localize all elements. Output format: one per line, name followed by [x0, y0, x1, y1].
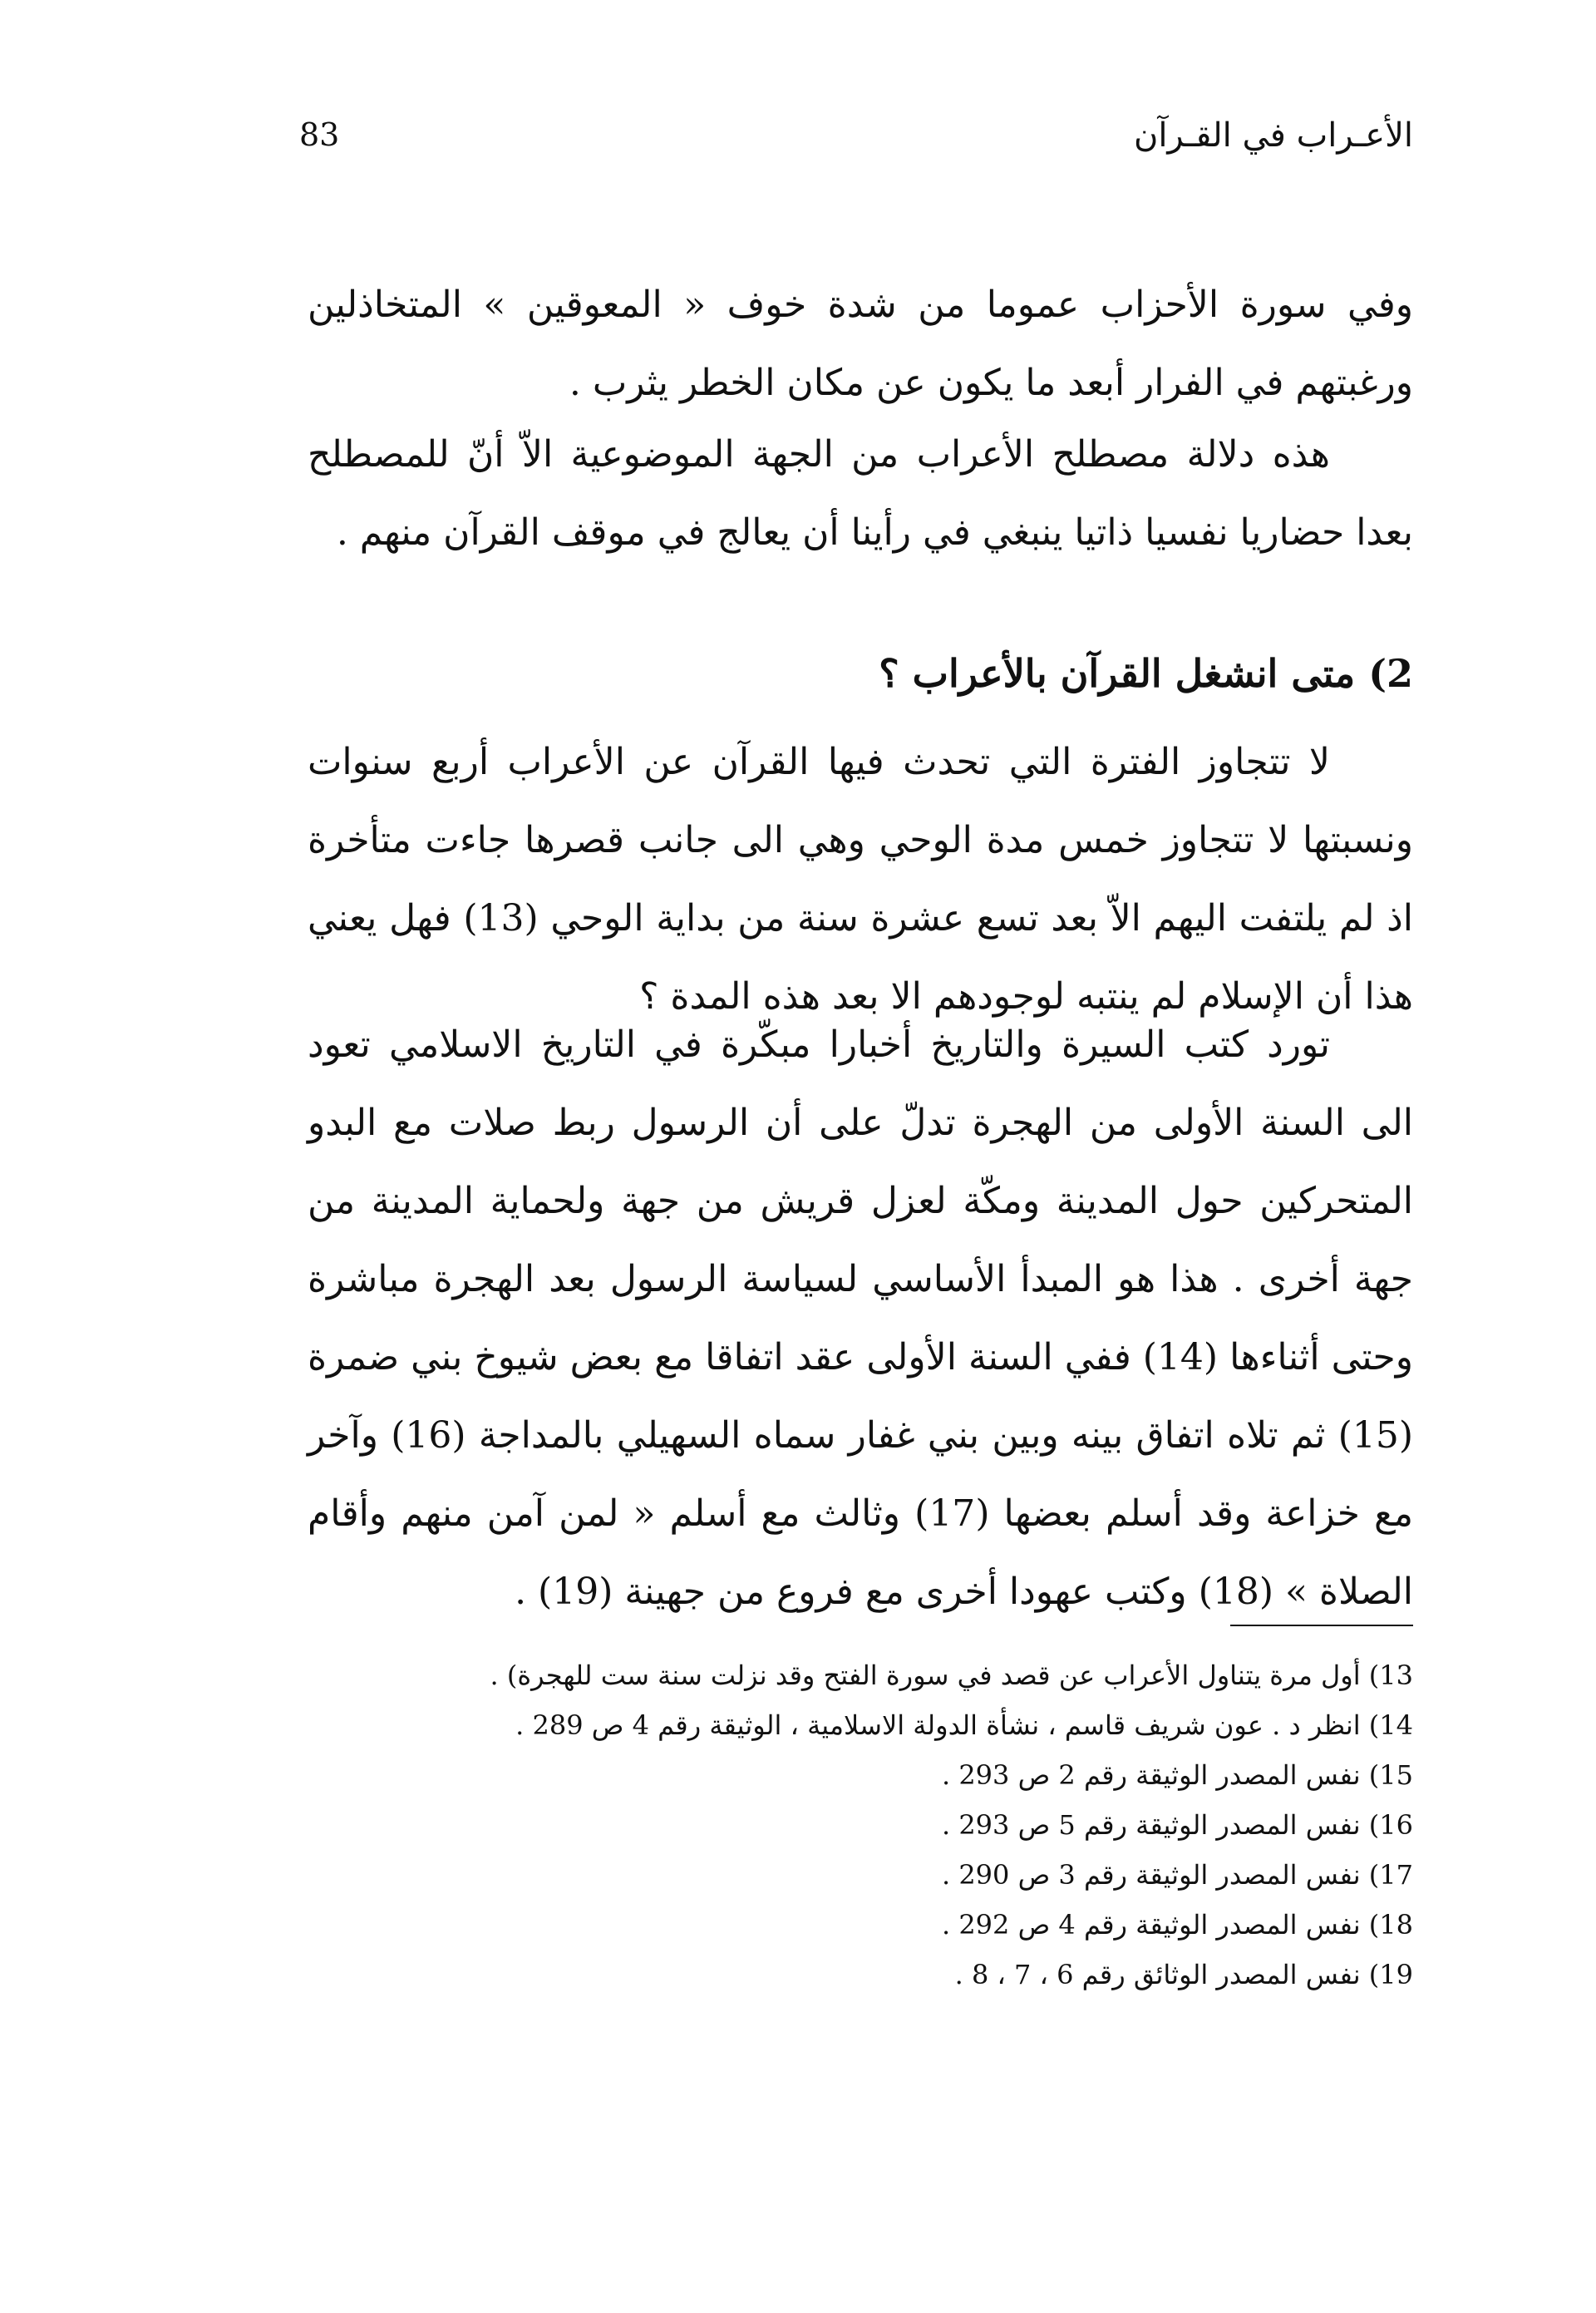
footnote-item: 18) نفس المصدر الوثيقة رقم 4 ص 292 .: [941, 1909, 1413, 1941]
paragraph-period: لا تتجاوز الفترة التي تحدث فيها القرآن عن الأعراب أربع سنوات ونسبتها لا تتجاوز خمس مدة الوحي وهي الى جانب قصرها جاءت متأخرة اذ لم يلتفت اليهم الاّ بعد تسع عشرة سنة من بداية الوحي (13) فهل يعني هذا أن الإسلام لم ينتبه لوجودهم الا بعد هذه المدة ؟: [308, 741, 1413, 1018]
section-heading: 2) متى انشغل القرآن بالأعراب ؟: [879, 651, 1413, 696]
paragraph-block: [308, 416, 1413, 572]
running-title: الأعـراب في القـرآن: [1133, 116, 1413, 155]
paragraph-history: تورد كتب السيرة والتاريخ أخبارا مبكّرة في التاريخ الاسلامي تعود الى السنة الأولى من الهجرة تدلّ على أن الرسول ربط صلات مع البدو المتحركين حول المدينة ومكّة لعزل قريش من جهة ولحماية المدينة من جهة أخرى . هذا هو المبدأ الأساسي لسياسة الرسول بعد الهجرة مباشرة وحتى أثناءها (14) ففي السنة الأولى عقد اتفاقا مع بعض شيوخ بني ضمرة (15) ثم تلاه اتفاق بينه وبين بني غفار سماه السهيلي بالمداجة (16) وآخر مع خزاعة وقد أسلم بعضها (17) وثالث مع أسلم « لمن آمن منهم وأقام الصلاة » (18) وكتب عهودا أخرى مع فروع من جهينة (19) .: [308, 1023, 1414, 1613]
footnote-item: 16) نفس المصدر الوثيقة رقم 5 ص 293 .: [941, 1809, 1413, 1841]
footnotes: [308, 1650, 1413, 2000]
footnote-item: 13) أول مرة يتناول الأعراب عن قصد في سورة الفتح وقد نزلت سنة ست للهجرة) .: [490, 1660, 1413, 1691]
footnote-item: 19) نفس المصدر الوثائق رقم 6 ، 7 ، 8 .: [954, 1959, 1413, 1990]
page-header: [299, 116, 1413, 175]
page-number: 83: [299, 116, 340, 153]
footnote-separator: [1230, 1625, 1413, 1626]
footnote-item: 15) نفس المصدر الوثيقة رقم 2 ص 293 .: [941, 1759, 1413, 1791]
footnote-item: 17) نفس المصدر الوثيقة رقم 3 ص 290 .: [941, 1859, 1413, 1891]
paragraph-ahzab: وفي سورة الأحزاب عموما من شدة خوف « المعوقين » المتخاذلين ورغبتهم في الفرار أبعد ما يكون عن مكان الخطر يثرب .: [308, 284, 1413, 404]
paragraph-block: [308, 266, 1413, 422]
footnote-item: 14) انظر د . عون شريف قاسم ، نشأة الدولة الاسلامية ، الوثيقة رقم 4 ص 289 .: [515, 1709, 1413, 1741]
paragraph-term-meaning: هذه دلالة مصطلح الأعراب من الجهة الموضوعية الاّ أنّ للمصطلح بعدا حضاريا نفسيا ذاتيا ينبغي في رأينا أن يعالج في موقف القرآن منهم .: [308, 433, 1413, 554]
paragraph-block: [308, 1006, 1413, 1631]
paragraph-block: [308, 723, 1413, 1036]
